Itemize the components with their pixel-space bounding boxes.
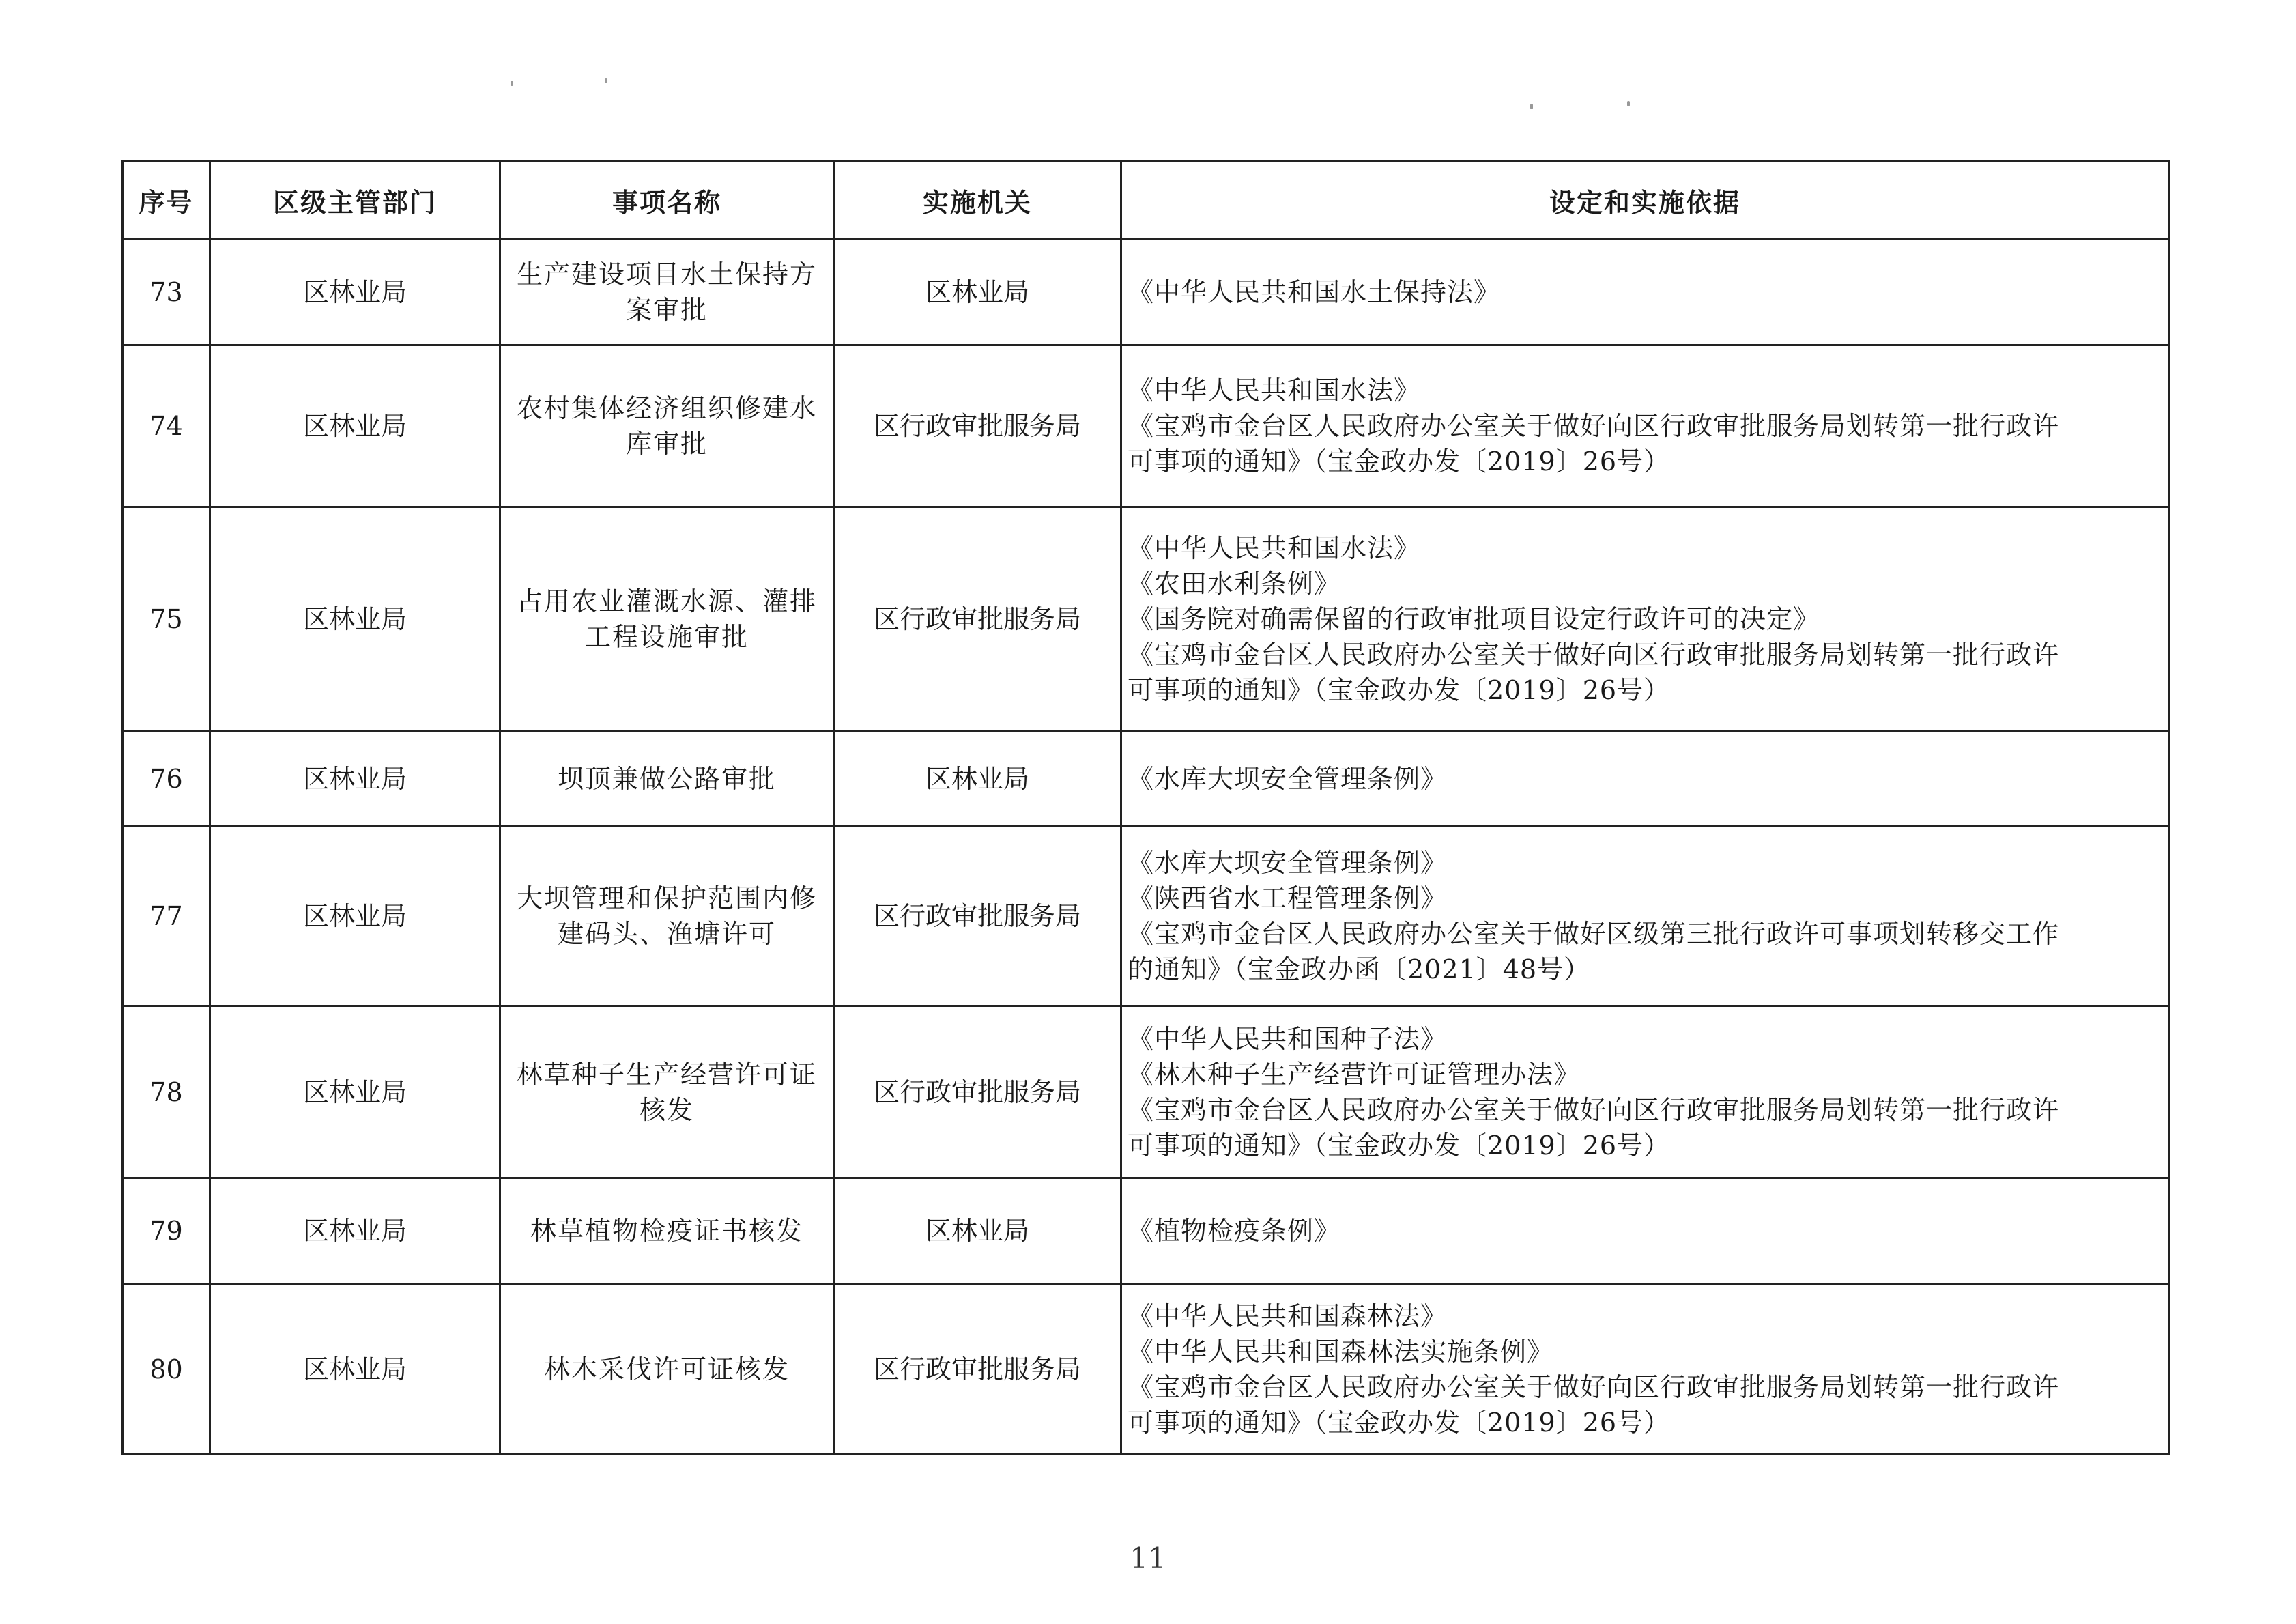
row-dept: 区林业局 bbox=[210, 1284, 500, 1455]
basis-line: 《中华人民共和国水法》 bbox=[1128, 375, 1421, 405]
row-item: 农村集体经济组织修建水库审批 bbox=[500, 345, 834, 507]
approval-items-table bbox=[121, 160, 2170, 1455]
basis-line: 《植物检疫条例》 bbox=[1128, 1216, 1341, 1246]
row-dept: 区林业局 bbox=[210, 1006, 500, 1178]
row-item: 大坝管理和保护范围内修建码头、渔塘许可 bbox=[500, 827, 834, 1006]
row-dept: 区林业局 bbox=[210, 827, 500, 1006]
basis-line: 可事项的通知》（宝金政办发〔2019〕26号） bbox=[1128, 1130, 1671, 1160]
row-dept: 区林业局 bbox=[210, 507, 500, 731]
basis-line: 《宝鸡市金台区人民政府办公室关于做好向区行政审批服务局划转第一批行政许 bbox=[1128, 1094, 2060, 1125]
basis-line: 《陕西省水工程管理条例》 bbox=[1128, 883, 1448, 913]
row-item: 林木采伐许可证核发 bbox=[500, 1284, 834, 1455]
scan-speck bbox=[1530, 104, 1533, 109]
row-basis bbox=[1121, 1178, 2169, 1284]
row-item: 林草种子生产经营许可证核发 bbox=[500, 1006, 834, 1178]
row-item: 生产建设项目水土保持方案审批 bbox=[500, 240, 834, 345]
row-seq: 75 bbox=[123, 507, 210, 731]
basis-line: 《水库大坝安全管理条例》 bbox=[1128, 763, 1448, 794]
basis-line: 可事项的通知》（宝金政办发〔2019〕26号） bbox=[1128, 1407, 1671, 1438]
row-agency: 区行政审批服务局 bbox=[834, 345, 1121, 507]
header-basis: 设定和实施依据 bbox=[1121, 161, 2169, 240]
table-row bbox=[123, 1178, 2169, 1284]
row-dept: 区林业局 bbox=[210, 345, 500, 507]
row-basis bbox=[1121, 507, 2169, 731]
row-basis bbox=[1121, 240, 2169, 345]
row-seq: 74 bbox=[123, 345, 210, 507]
basis-line: 可事项的通知》（宝金政办发〔2019〕26号） bbox=[1128, 446, 1671, 476]
table-row bbox=[123, 731, 2169, 827]
table-row bbox=[123, 345, 2169, 507]
row-agency: 区行政审批服务局 bbox=[834, 1006, 1121, 1178]
basis-line: 《宝鸡市金台区人民政府办公室关于做好向区行政审批服务局划转第一批行政许 bbox=[1128, 411, 2060, 441]
basis-line: 《国务院对确需保留的行政审批项目设定行政许可的决定》 bbox=[1128, 603, 1820, 634]
header-dept: 区级主管部门 bbox=[210, 161, 500, 240]
row-basis bbox=[1121, 731, 2169, 827]
basis-line: 《中华人民共和国森林法》 bbox=[1128, 1300, 1448, 1331]
row-dept: 区林业局 bbox=[210, 240, 500, 345]
basis-line: 《农田水利条例》 bbox=[1128, 568, 1341, 599]
scan-speck bbox=[511, 81, 513, 86]
row-agency: 区林业局 bbox=[834, 1178, 1121, 1284]
row-basis bbox=[1121, 1006, 2169, 1178]
page-number: 11 bbox=[1130, 1541, 1166, 1575]
row-agency: 区行政审批服务局 bbox=[834, 1284, 1121, 1455]
header-item: 事项名称 bbox=[500, 161, 834, 240]
row-dept: 区林业局 bbox=[210, 731, 500, 827]
row-item: 坝顶兼做公路审批 bbox=[500, 731, 834, 827]
basis-line: 《林木种子生产经营许可证管理办法》 bbox=[1128, 1059, 1581, 1089]
table-header-row bbox=[123, 161, 2169, 240]
table-row bbox=[123, 1284, 2169, 1455]
row-agency: 区林业局 bbox=[834, 731, 1121, 827]
row-seq: 79 bbox=[123, 1178, 210, 1284]
scan-speck bbox=[605, 78, 607, 83]
row-item: 林草植物检疫证书核发 bbox=[500, 1178, 834, 1284]
scan-speck bbox=[1627, 101, 1630, 106]
table-row bbox=[123, 240, 2169, 345]
row-seq: 77 bbox=[123, 827, 210, 1006]
row-seq: 73 bbox=[123, 240, 210, 345]
basis-line: 《中华人民共和国水法》 bbox=[1128, 532, 1421, 563]
row-basis bbox=[1121, 827, 2169, 1006]
row-seq: 78 bbox=[123, 1006, 210, 1178]
basis-line: 《宝鸡市金台区人民政府办公室关于做好区级第三批行政许可事项划转移交工作 bbox=[1128, 919, 2060, 949]
row-dept: 区林业局 bbox=[210, 1178, 500, 1284]
basis-line: 可事项的通知》（宝金政办发〔2019〕26号） bbox=[1128, 674, 1671, 705]
basis-line: 《中华人民共和国水土保持法》 bbox=[1128, 277, 1501, 307]
row-basis bbox=[1121, 345, 2169, 507]
basis-line: 《中华人民共和国森林法实施条例》 bbox=[1128, 1336, 1554, 1367]
basis-line: 的通知》（宝金政办函〔2021〕48号） bbox=[1128, 954, 1591, 984]
row-agency: 区林业局 bbox=[834, 240, 1121, 345]
row-agency: 区行政审批服务局 bbox=[834, 507, 1121, 731]
table-row bbox=[123, 827, 2169, 1006]
row-agency: 区行政审批服务局 bbox=[834, 827, 1121, 1006]
basis-line: 《宝鸡市金台区人民政府办公室关于做好向区行政审批服务局划转第一批行政许 bbox=[1128, 639, 2060, 670]
row-basis bbox=[1121, 1284, 2169, 1455]
row-item: 占用农业灌溉水源、灌排工程设施审批 bbox=[500, 507, 834, 731]
row-seq: 76 bbox=[123, 731, 210, 827]
row-seq: 80 bbox=[123, 1284, 210, 1455]
basis-line: 《中华人民共和国种子法》 bbox=[1128, 1023, 1448, 1054]
header-agency: 实施机关 bbox=[834, 161, 1121, 240]
table-row bbox=[123, 1006, 2169, 1178]
basis-line: 《宝鸡市金台区人民政府办公室关于做好向区行政审批服务局划转第一批行政许 bbox=[1128, 1371, 2060, 1402]
header-seq: 序号 bbox=[123, 161, 210, 240]
basis-line: 《水库大坝安全管理条例》 bbox=[1128, 848, 1448, 878]
table-row bbox=[123, 507, 2169, 731]
